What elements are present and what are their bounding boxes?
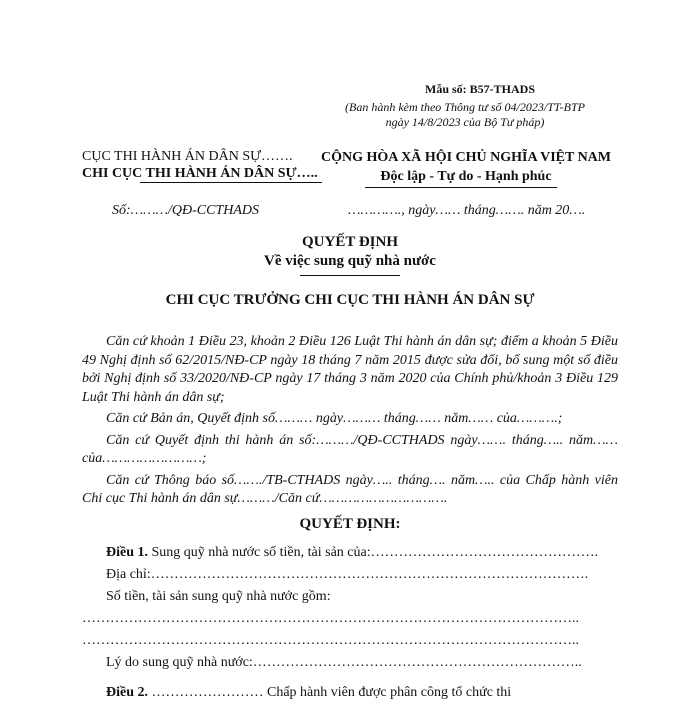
issued-note [330, 100, 600, 130]
ground-paragraph: Căn cứ Thông báo số……./TB-CTHADS ngày….. tháng…. năm….. của Chấp hành viên Chi cục Thi hành án dân sự………/Căn cứ…………………………. [82, 472, 618, 506]
articles-section [82, 542, 618, 704]
nation-motto: Độc lập - Tự do - Hạnh phúc [380, 169, 552, 184]
issued-line-1: (Ban hành kèm theo Thông tư số 04/2023/TT-BTP [345, 100, 585, 114]
nation-name: CỘNG HÒA XÃ HỘI CHỦ NGHĨA VIỆT NAM [320, 150, 611, 165]
agency-line-1: CỤC THI HÀNH ÁN DÂN SỰ……. [82, 149, 293, 164]
place-date: …………., ngày…… tháng……. năm 20…. [348, 203, 586, 218]
document-title: QUYẾT ĐỊNH [302, 234, 398, 250]
article-2 [82, 682, 618, 704]
dotted-line: …………………………………………………………………………………………….. [82, 633, 579, 648]
form-number: Mẫu số: B57-THADS [425, 82, 536, 96]
dotted-line: …………………………………………………………………………………………….. [82, 611, 579, 626]
article-1-label: Điều 1. [106, 545, 148, 560]
reason-line: Lý do sung quỹ nhà nước:…………………………………………………………….. [106, 655, 582, 670]
agency-underline [140, 182, 322, 183]
document-subtitle: Về việc sung quỹ nhà nước [264, 253, 436, 269]
document-number: Số:………/QĐ-CCTHADS [112, 203, 260, 218]
address-line: Địa chỉ:…………………………………………………………………………………. [106, 567, 589, 582]
issuer-heading: CHI CỤC TRƯỞNG CHI CỤC THI HÀNH ÁN DÂN SỰ [165, 292, 535, 308]
title-underline [300, 275, 400, 276]
agency-line-2: CHI CỤC THI HÀNH ÁN DÂN SỰ….. [82, 166, 318, 181]
article-1-text: Sung quỹ nhà nước số tiền, tài sản của:…………………………………………. [148, 545, 599, 560]
ground-paragraph: Căn cứ Quyết định thi hành án số:………/QĐ-CCTHADS ngày……. tháng….. năm…… của……………………; [82, 432, 618, 466]
national-heading [316, 148, 616, 186]
grounds-section [82, 333, 618, 509]
motto-underline [365, 187, 557, 188]
amount-line: Số tiền, tài sản sung quỹ nhà nước gồm: [106, 589, 331, 604]
ground-paragraph: Căn cứ khoản 1 Điều 23, khoản 2 Điều 126 Luật Thi hành án dân sự; điểm a khoản 5 Điều 49 Nghị định số 62/2015/NĐ-CP ngày 18 tháng 7 năm 2015 được sửa đổi, bổ sung một số điều bởi Nghị định số 33/2020/NĐ-CP ngày 17 tháng 3 năm 2020 của Chính phủ/khoản 3 Điều 129 Luật Thi hành án dân sự; [82, 334, 618, 405]
agency-block [82, 148, 318, 182]
ground-paragraph: Căn cứ Bản án, Quyết định số……… ngày……… tháng…… năm…… của……….; [106, 411, 563, 426]
article-2-text: …………………… Chấp hành viên được phân công tổ chức thi [148, 685, 512, 700]
article-2-label: Điều 2. [106, 685, 148, 700]
article-1 [82, 542, 618, 564]
decision-heading: QUYẾT ĐỊNH: [299, 516, 401, 532]
issued-line-2: ngày 14/8/2023 của Bộ Tư pháp) [385, 115, 545, 129]
